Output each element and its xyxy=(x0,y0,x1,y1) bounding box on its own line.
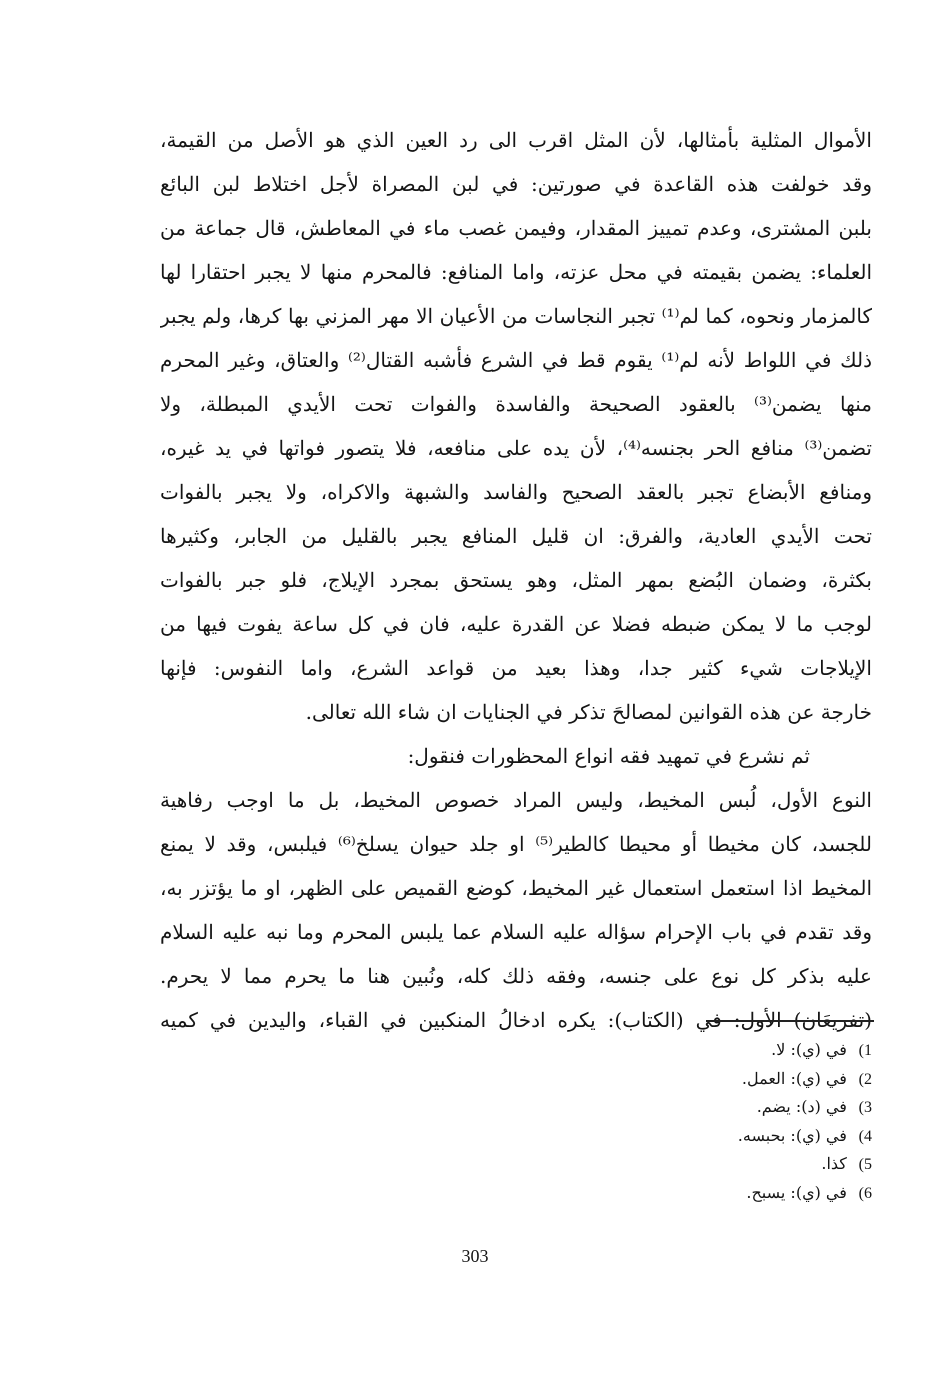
footnote-separator xyxy=(706,1020,874,1022)
footnote xyxy=(560,1036,872,1065)
footnote xyxy=(560,1179,872,1208)
footnote-text: في (ي): يسبح. xyxy=(746,1182,847,1202)
text-line: كالمزمار ونحوه، كما لم⁽¹⁾ تجبر النجاسات من الأعيان الا مهر المزني بها كرها، ولم يجبر xyxy=(160,304,872,328)
text-line: النوع الأول، لُبس المخيط، وليس المراد خصوص المخيط، بل ما اوجب رفاهية xyxy=(160,788,872,812)
footnote xyxy=(560,1122,872,1151)
text-line: الإيلاجات شيء كثير جدا، وهذا بعيد من قواعد الشرع، واما النفوس: فإنها xyxy=(160,656,872,680)
section-intro-line: ثم نشرع في تمهيد فقه انواع المحظورات فنقول: xyxy=(407,744,810,768)
footnote-text: في (ي): العمل. xyxy=(741,1068,847,1088)
text-line: منها يضمن⁽³⁾ بالعقود الصحيحة والفاسدة والفوات تحت الأيدي المبطلة، ولا xyxy=(160,392,872,416)
footnote-number: 6) xyxy=(858,1184,872,1202)
footnote-number: 5) xyxy=(858,1156,872,1173)
footnote-text: في (ي): بحبسه. xyxy=(737,1125,847,1145)
footnote-number: 1) xyxy=(858,1042,872,1059)
paragraph-end-line: خارجة عن هذه القوانين لمصالحَ تذكر في الجنايات ان شاء الله تعالى. xyxy=(305,700,872,724)
text-line: بلبن المشترى، وعدم تمييز المقدار، وفيمن غصب ماء في المعاطش، قال جماعة من xyxy=(160,216,872,240)
text-line: (تفريعَان) الأول: في (الكتاب): يكره ادخالُ المنكبين في القباء، واليدين في كميه xyxy=(160,1008,872,1032)
page-number: 303 xyxy=(461,1246,489,1266)
text-line: المخيط اذا استعمل استعمال غير المخيط، كوضع القميص على الظهر، او ما يؤتزر به، xyxy=(160,876,872,900)
text-line: العلماء: يضمن بقيمته في محل عزته، واما المنافع: فالمحرم منها لا يجبر احتقارا لها xyxy=(160,260,872,284)
text-line: ومنافع الأبضاع تجبر بالعقد الصحيح والفاسد والشبهة والاكراه، ولا يجبر بالفوات xyxy=(160,480,872,504)
footnote-number: 3) xyxy=(858,1099,872,1116)
text-line: ذلك في اللواط لأنه لم⁽¹⁾ يقوم قط في الشرع فأشبه القتال⁽²⁾ والعتاق، وغير المحرم xyxy=(160,348,872,372)
footnotes xyxy=(560,1036,872,1207)
footnote xyxy=(560,1150,872,1179)
text-line: الأموال المثلية بأمثالها، لأن المثل اقرب الى رد العين الذي هو الأصل من القيمة، xyxy=(160,128,872,152)
footnote xyxy=(560,1065,872,1094)
main-text xyxy=(160,118,872,1042)
footnote-text: في (د): يضم. xyxy=(756,1097,847,1116)
footnote xyxy=(560,1093,872,1122)
footnote-number: 4) xyxy=(858,1127,872,1145)
text-line: عليه بذكر كل نوع على جنسه، وفقه ذلك كله، ونُبين هنا ما يحرم مما لا يحرم. xyxy=(160,964,872,988)
footnote-number: 2) xyxy=(858,1070,872,1088)
text-line: بكثرة، وضمان البُضع بمهر المثل، وهو يستحق بمجرد الإيلاج، فلو جبر بالفوات xyxy=(160,568,872,592)
text-line: تضمن⁽³⁾ منافع الحر بجنسه⁽⁴⁾، لأن يده على منافعه، فلا يتصور فواتها في يد غيره، xyxy=(160,436,872,460)
text-line: وقد خولفت هذه القاعدة في صورتين: في لبن المصراة لأجل اختلاط لبن البائع xyxy=(160,172,872,196)
text-line: لوجب ما لا يمكن ضبطه فضلا عن القدرة عليه، فان في كل ساعة يفوت فيها من xyxy=(160,612,872,636)
text-line: تحت الأيدي العادية، والفرق: ان قليل المنافع يجبر بالقليل من الجابر، وكثيرها xyxy=(160,524,872,548)
footnote-text: في (ي): لا. xyxy=(771,1040,847,1059)
text-line: وقد تقدم في باب الإحرام سؤاله عليه السلام عما يلبس المحرم وما نبه عليه السلام xyxy=(160,920,872,944)
text-line: للجسد، كان مخيطا أو محيطا كالطير⁽⁵⁾ او جلد حيوان يسلخ⁽⁶⁾ فيلبس، وقد لا يمنع xyxy=(160,832,872,856)
footnote-text: كذا. xyxy=(821,1154,847,1173)
